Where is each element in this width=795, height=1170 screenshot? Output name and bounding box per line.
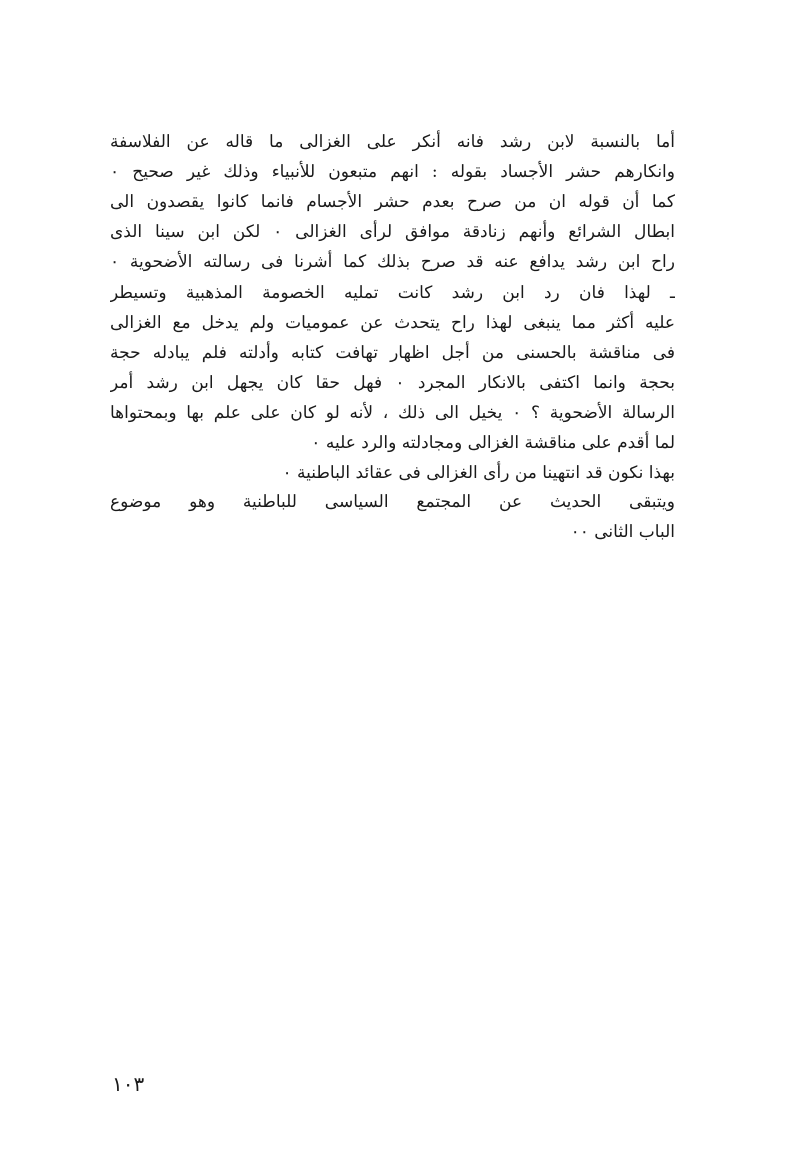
text-line: لما أقدم على مناقشة الغزالى ومجادلته والرد عليه ٠: [311, 433, 675, 453]
text-line: وانكارهم حشر الأجساد بقوله : انهم متبعون للأنبياء وذلك غير صحيح ٠: [110, 162, 675, 182]
text-line: ابطال الشرائع وأنهم زنادقة موافق لرأى الغزالى ٠ لكن ابن سينا الذى: [110, 222, 675, 242]
page-number: ١٠٣: [112, 1072, 145, 1096]
paragraph-ibn-rushd-response: [110, 127, 675, 277]
paragraph-next-chapter: [110, 487, 675, 547]
text-line: الباب الثانى ٠٠: [570, 522, 675, 542]
text-line: الرسالة الأضحوية ؟ ٠ يخيل الى ذلك ، لأنه لو كان على علم بها وبمحتواها: [110, 403, 675, 423]
text-line: ويتبقى الحديث عن المجتمع السياسى للباطنية وهو موضوع: [110, 492, 675, 512]
text-line: راح ابن رشد يدافع عنه قد صرح بذلك كما أشرنا فى رسالته الأضحوية ٠: [110, 252, 675, 272]
text-line: عليه أكثر مما ينبغى لهذا راح يتحدث عن عموميات ولم يدخل مع الغزالى: [110, 313, 675, 333]
paragraph-doctrinal-rivalry: [110, 278, 675, 458]
paragraph-conclusion: [110, 458, 675, 488]
text-line: فى مناقشة بالحسنى من أجل اظهار تهافت كتابه وأدلته فلم يبادله حجة: [110, 343, 675, 363]
text-line: بحجة وانما اكتفى بالانكار المجرد ٠ فهل حقا كان يجهل ابن رشد أمر: [110, 373, 675, 393]
text-line: أما بالنسبة لابن رشد فانه أنكر على الغزالى ما قاله عن الفلاسفة: [110, 132, 675, 152]
text-line: كما أن قوله ان من صرح بعدم حشر الأجسام فانما كانوا يقصدون الى: [110, 192, 675, 212]
text-line: بهذا نكون قد انتهينا من رأى الغزالى فى عقائد الباطنية ٠: [282, 463, 675, 483]
text-line: ـ لهذا فان رد ابن رشد كانت تمليه الخصومة المذهبية وتسيطر: [110, 283, 675, 303]
